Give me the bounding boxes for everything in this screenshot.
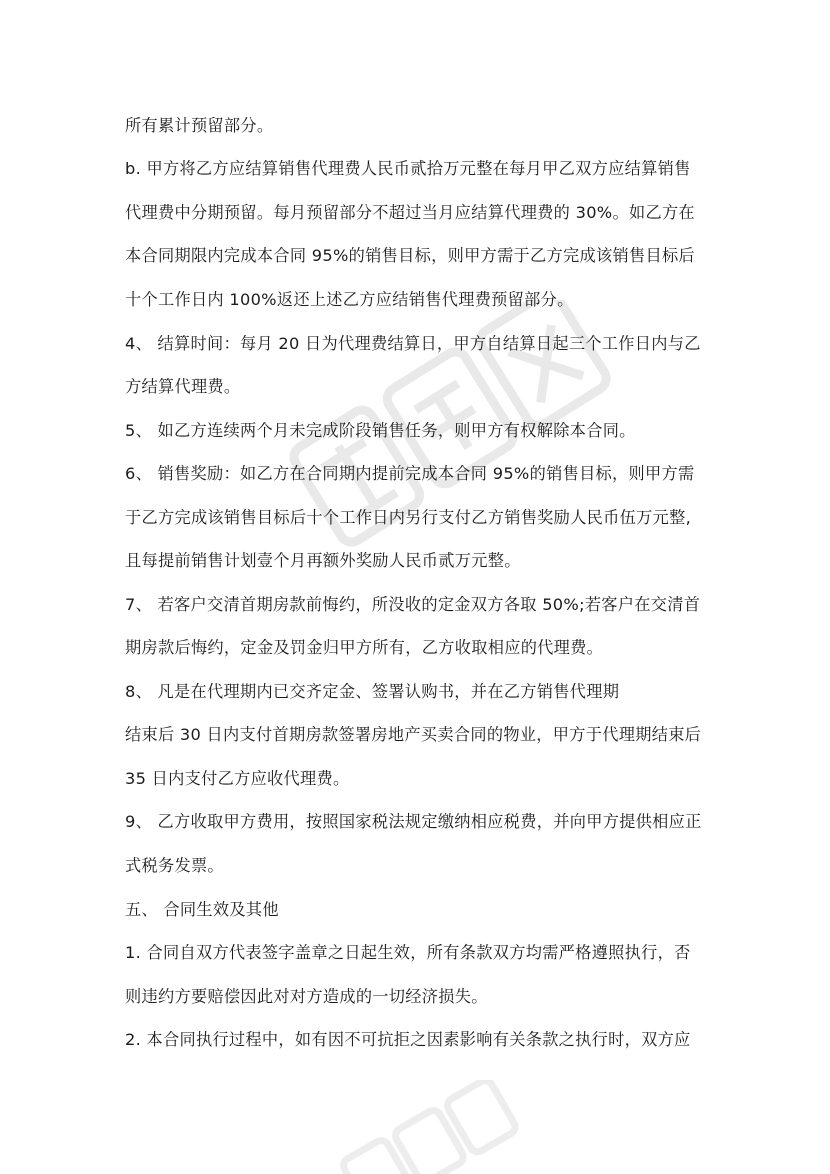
text-line: 5、 如乙方连续两个月未完成阶段销售任务，则甲方有权解除本合同。	[125, 421, 636, 440]
watermark-logo-bottom	[320, 1080, 520, 1174]
text-line: 结束后 30 日内支付首期房款签署房地产买卖合同的物业，甲方于代理期结束后	[125, 725, 702, 744]
text-line: 9、 乙方收取甲方费用，按照国家税法规定缴纳相应税费，并向甲方提供相应正	[125, 812, 702, 831]
text-line: 十个工作日内 100%返还上述乙方应结销售代理费预留部分。	[125, 290, 574, 309]
text-line: 五、 合同生效及其他	[125, 900, 279, 919]
text-line: 于乙方完成该销售目标后十个工作日内另行支付乙方销售奖励人民币伍万元整,	[125, 508, 692, 527]
text-line: 代理费中分期预留。每月预留部分不超过当月应结算代理费的 30%。如乙方在	[125, 203, 695, 222]
text-line: 本合同期限内完成本合同 95%的销售目标，则甲方需于乙方完成该销售目标后	[125, 246, 695, 265]
text-line: 1. 合同自双方代表签字盖章之日起生效，所有条款双方均需严格遵照执行，否	[125, 943, 691, 962]
text-line: 所有累计预留部分。	[125, 116, 274, 135]
text-line: 6、 销售奖励：如乙方在合同期内提前完成本合同 95%的销售目标，则甲方需	[125, 464, 695, 483]
text-line: 期房款后悔约，定金及罚金归甲方所有，乙方收取相应的代理费。	[125, 638, 604, 657]
text-line: b. 甲方将乙方应结算销售代理费人民币贰拾万元整在每月甲乙双方应结算销售	[125, 159, 691, 178]
text-line: 35 日内支付乙方应收代理费。	[125, 769, 350, 788]
text-line: 4、 结算时间：每月 20 日为代理费结算日，甲方自结算日起三个工作日内与乙	[125, 334, 701, 353]
text-line: 2. 本合同执行过程中，如有因不可抗拒之因素影响有关条款之执行时，双方应	[125, 1030, 691, 1049]
text-line: 8、 凡是在代理期内已交齐定金、签署认购书，并在乙方销售代理期	[125, 682, 620, 701]
text-line: 式税务发票。	[125, 856, 224, 875]
text-line: 方结算代理费。	[125, 377, 241, 396]
text-line: 7、 若客户交清首期房款前悔约，所没收的定金双方各取 50%;若客户在交清首	[125, 595, 701, 614]
text-line: 且每提前销售计划壹个月再额外奖励人民币贰万元整。	[125, 551, 521, 570]
text-line: 则违约方要赔偿因此对对方造成的一切经济损失。	[125, 987, 488, 1006]
